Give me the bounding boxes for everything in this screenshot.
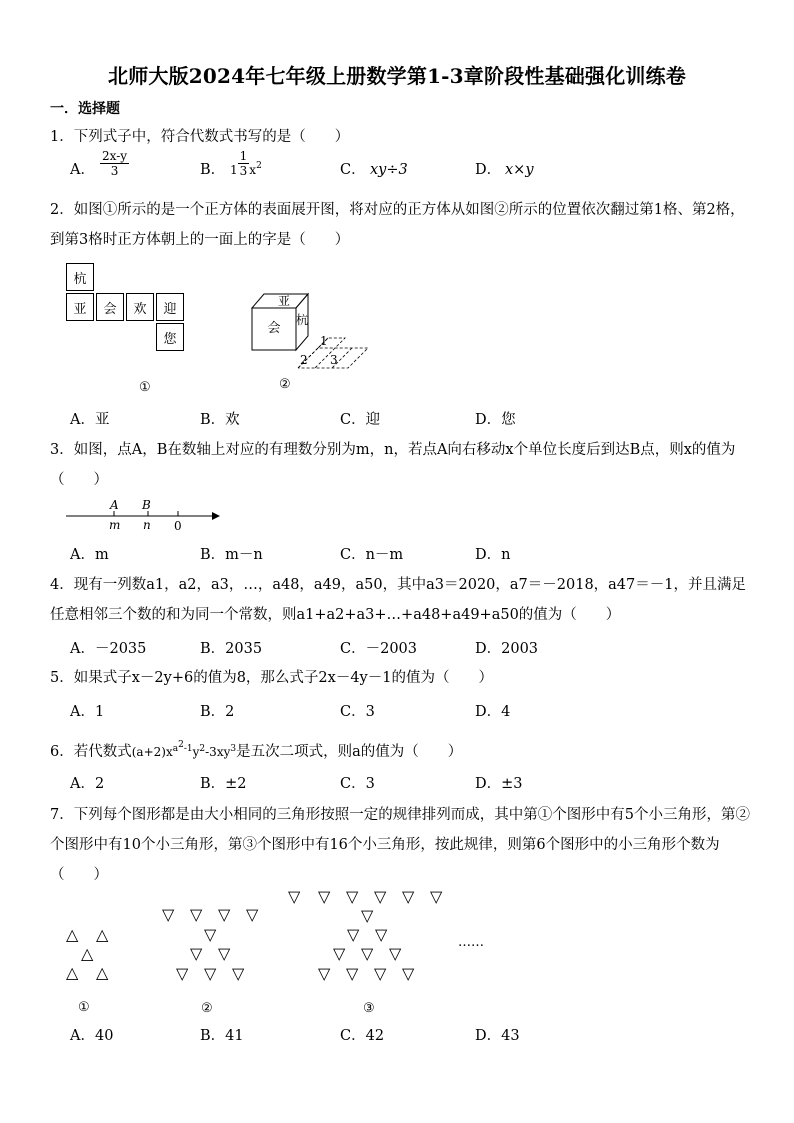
triangle-icon: △ — [96, 925, 109, 944]
triangle-icon: ▽ — [346, 887, 359, 906]
triangle-icon: ▽ — [176, 964, 189, 983]
triangle-icon: ▽ — [374, 964, 387, 983]
q5-option-c[interactable]: C．3 — [340, 704, 375, 720]
ellipsis: …… — [458, 935, 484, 950]
triangle-icon: ▽ — [190, 944, 203, 963]
net-cell: 您 — [156, 323, 184, 351]
triangle-icon: ▽ — [204, 925, 217, 944]
q2-option-a[interactable]: A．亚 — [70, 412, 110, 428]
cube-figure — [240, 280, 380, 380]
question-1-stem: 1．下列式子中，符合代数式书写的是（ ） — [50, 129, 350, 145]
grid-label-1: 1 — [320, 334, 328, 348]
triangle-icon: ▽ — [361, 944, 374, 963]
q4-option-c[interactable]: C．－2003 — [340, 641, 417, 657]
triangle-icon: △ — [66, 925, 79, 944]
q6-option-d[interactable]: D．±3 — [475, 776, 523, 792]
triangle-icon: ▽ — [374, 887, 387, 906]
point-b-label: B — [142, 498, 151, 512]
triangle-icon: ▽ — [246, 905, 259, 924]
cube-front-face: 会 — [267, 321, 281, 336]
triangle-icon: ▽ — [318, 964, 331, 983]
q6-expression: $(a+2)x^{a^2-1}y^2-3xy^3$ — [131, 740, 237, 759]
question-2-stem: 2．如图①所示的是一个正方体的表面展开图，将对应的正方体从如图②所示的位置依次翻过第1格、第2格，到第3格时正方体朝上的一面上的字是（ ） — [50, 202, 745, 248]
q7-option-d[interactable]: D．43 — [475, 1028, 520, 1044]
q6-option-a[interactable]: A．2 — [70, 776, 105, 792]
triangle-icon: ▽ — [402, 887, 415, 906]
triangle-icon: ▽ — [402, 964, 415, 983]
figure-label-2: ② — [279, 377, 291, 392]
triangle-icon: ▽ — [430, 887, 443, 906]
grid-label-2: 2 — [300, 353, 308, 367]
q2-option-c[interactable]: C．迎 — [340, 412, 381, 428]
triangle-icon: ▽ — [389, 944, 402, 963]
net-cell: 亚 — [66, 293, 94, 321]
q5-option-b[interactable]: B．2 — [200, 704, 235, 720]
number-line — [62, 496, 232, 536]
question-7-stem: 7．下列每个图形都是由大小相同的三角形按照一定的规律排列而成，其中第①个图形中有5个小三角形，第②个图形中有10个小三角形，第③个图形中有16个小三角形，按此规律，则第6个图形中的小三角形个数为（ ） — [50, 807, 750, 883]
q5-option-d[interactable]: D．4 — [475, 704, 511, 720]
grid-label-3: 3 — [330, 353, 338, 367]
triangle-icon: △ — [66, 963, 79, 982]
q4-option-a[interactable]: A．－2035 — [70, 641, 147, 657]
triangle-icon: ▽ — [333, 944, 346, 963]
figure-label-1: ① — [139, 380, 151, 395]
page-title: 北师大版2024年七年级上册数学第1-3章阶段性基础强化训练卷 — [108, 64, 686, 88]
q2-option-d[interactable]: D．您 — [475, 412, 516, 428]
triangle-icon: ▽ — [218, 905, 231, 924]
q6-option-b[interactable]: B．±2 — [200, 776, 247, 792]
q4-option-d[interactable]: D．2003 — [475, 641, 539, 657]
n-label: n — [143, 518, 151, 532]
net-cell: 迎 — [156, 293, 184, 321]
triangle-icon: ▽ — [162, 905, 175, 924]
question-4-stem: 4．现有一列数a1，a2，a3，…，a48，a49，a50，其中a3＝2020，a7＝－2018，a47＝－1，并且满足任意相邻三个数的和为同一个常数，则a1+a2+a3+…+a48+a49+a50的值为（ ） — [50, 577, 746, 623]
q1-option-a[interactable]: A． $\frac{2x-y}{3}$ — [70, 148, 128, 178]
question-3-stem: 3．如图，点A，B在数轴上对应的有理数分别为m，n，若点A向右移动x个单位长度后到达B点，则x的值为（ ） — [50, 442, 736, 488]
m-label: m — [109, 518, 121, 532]
q7-option-c[interactable]: C．42 — [340, 1028, 385, 1044]
zero-label: 0 — [174, 519, 182, 533]
net-cell: 杭 — [66, 263, 94, 291]
triangle-icon: △ — [81, 944, 94, 963]
section-heading: 一．选择题 — [50, 101, 120, 117]
triangle-icon: ▽ — [288, 887, 301, 906]
point-a-label: A — [110, 498, 119, 512]
q3-option-d[interactable]: D．n — [475, 547, 511, 563]
q5-option-a[interactable]: A．1 — [70, 704, 105, 720]
figure-label-2: ② — [201, 1001, 213, 1016]
triangle-icon: ▽ — [346, 964, 359, 983]
triangle-icon: ▽ — [218, 944, 231, 963]
figure-label-3: ③ — [363, 1001, 375, 1016]
cube-side-face: 杭 — [295, 313, 309, 327]
q1-option-c[interactable]: C． xy÷3 — [340, 162, 408, 178]
triangle-icon: ▽ — [347, 925, 360, 944]
net-cell: 会 — [96, 293, 124, 321]
cube-top-face: 亚 — [277, 294, 291, 308]
q1-option-b[interactable]: B． 1 $\frac{1}{3}$ $x^2$ — [200, 148, 262, 178]
triangle-icon: ▽ — [190, 905, 203, 924]
triangle-icon: ▽ — [204, 964, 217, 983]
question-5-stem: 5．如果式子x－2y+6的值为8，那么式子2x－4y－1的值为（ ） — [50, 670, 493, 686]
triangle-icon: ▽ — [232, 964, 245, 983]
triangle-icon: ▽ — [375, 925, 388, 944]
q3-option-a[interactable]: A．m — [70, 547, 109, 563]
q6-option-c[interactable]: C．3 — [340, 776, 375, 792]
triangle-icon: ▽ — [361, 906, 374, 925]
q4-option-b[interactable]: B．2035 — [200, 641, 263, 657]
figure-label-1: ① — [78, 1000, 90, 1015]
q3-option-b[interactable]: B．m－n — [200, 547, 263, 563]
net-cell: 欢 — [126, 293, 154, 321]
q1-option-d[interactable]: D． x×y — [475, 162, 534, 178]
q3-option-c[interactable]: C．n－m — [340, 547, 404, 563]
q7-option-a[interactable]: A．40 — [70, 1028, 114, 1044]
triangle-icon: ▽ — [318, 887, 331, 906]
q2-option-b[interactable]: B．欢 — [200, 412, 240, 428]
q7-option-b[interactable]: B．41 — [200, 1028, 244, 1044]
triangle-icon: △ — [96, 963, 109, 982]
question-6-stem: 6．若代数式$(a+2)x^{a^2-1}y^2-3xy^3$是五次二项式，则a的值为（ ） — [50, 740, 463, 760]
